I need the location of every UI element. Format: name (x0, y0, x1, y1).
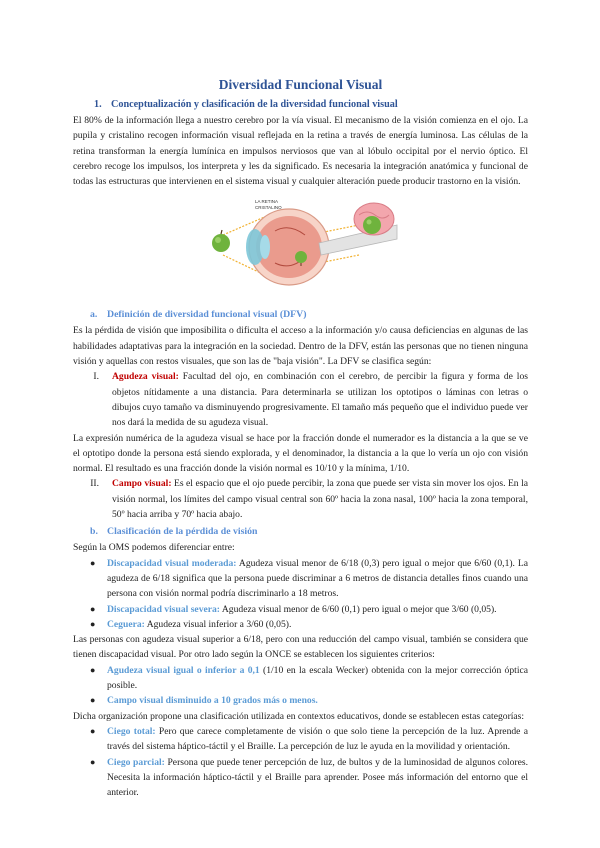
list-item-text: Agudeza visual menor de 6/60 (0,1) pero igual o mejor que 3/60 (0,05). (220, 603, 497, 615)
bullet-icon: ● (90, 695, 96, 706)
list-item (73, 556, 528, 602)
list-item-text: Agudeza visual inferior a 3/60 (0,05). (144, 618, 292, 630)
subsection-a-title: Definición de diversidad funcional visual (DFV) (107, 309, 307, 321)
list-item (73, 755, 528, 801)
agudeza-expression-paragraph: La expresión numérica de la agudeza visual se hace por la fracción donde el numerador es la distancia a la que se ve el optotipo donde la persona está siendo explorada, y el denominador, la distancia a la que lo vería un ojo con visión normal. El resultado es una fracción donde la visión normal es 10/10 y la mínima, 1/10. (73, 432, 528, 475)
bullet-icon: ● (90, 618, 96, 629)
term-agudeza-visual: Agudeza visual: (112, 371, 179, 383)
roman-numeral-2: II. (90, 478, 99, 490)
section-1-number: 1. (94, 99, 102, 110)
term-agudeza-once: Agudeza visual igual o inferior a 0,1 (107, 664, 260, 676)
term-campo-once: Campo visual disminuido a 10 grados más o menos. (107, 695, 318, 707)
oms-intro: Según la OMS podemos diferenciar entre: (73, 542, 235, 554)
bullet-icon: ● (90, 557, 96, 568)
term-campo-visual: Campo visual: (112, 478, 172, 490)
list-item (73, 724, 528, 755)
eye-illustration (209, 195, 399, 297)
term-moderada: Discapacidad visual moderada: (107, 557, 237, 569)
term-ciego-total: Ciego total: (107, 725, 156, 737)
subsection-a-heading (90, 307, 528, 322)
education-paragraph: Dicha organización propone una clasificación utilizada en contextos educativos, donde se establecen estas categorías: (73, 710, 525, 722)
term-ciego-parcial: Ciego parcial: (107, 756, 165, 768)
roman-item-1 (73, 369, 528, 430)
list-item-text: Pero que carece completamente de visión o que solo tiene la percepción de la luz. Aprende a través del sistema háptico-táctil y el Braille. La percepción de luz le ayuda en la movilidad y orientación. (107, 725, 528, 753)
section-1-title: Conceptualización y clasificación de la diversidad funcional visual (111, 99, 398, 110)
list-item (73, 602, 528, 617)
roman-item-2-text: Es el espacio que el ojo puede percibir, la zona que puede ser vista sin mover los ojos. En la visión normal, los límites del campo visual central son 60º hacia la zona nasal, 100º hacia la zona temporal, 50º hacia arriba y 70º hacia abajo. (112, 478, 528, 521)
list-item-text: Persona que puede tener percepción de luz, de bultos y de la luminosidad de algunos colores. Necesita la información háptico-táctil y el Braille para aprender. Posee más información del entorno que el anterior. (107, 756, 528, 799)
list-item-text: (1/10 en la escala Wecker) obtenida con la mejor corrección óptica posible. (107, 664, 528, 692)
subsection-b-heading (90, 524, 528, 539)
page-title: Diversidad Funcional Visual (218, 77, 383, 92)
list-item-text: Agudeza visual menor de 6/18 (0,3) pero igual o mejor que 6/60 (0,1). La agudeza de 6/18 significa que la persona puede discriminar a 6 metros de distancia detalles finos cuando una persona con visión normal podría discriminarlo a 18 metros. (107, 557, 528, 600)
roman-item-2 (73, 476, 528, 522)
bullet-icon: ● (90, 725, 96, 736)
term-ceguera: Ceguera: (107, 618, 145, 630)
figure-label-lens: CRISTALINO (255, 205, 282, 211)
section-1-heading (94, 97, 528, 112)
list-item (73, 617, 528, 632)
list-item (73, 693, 528, 708)
brain-icon (354, 203, 394, 235)
bullet-icon: ● (90, 756, 96, 767)
subsection-b-label: b. (90, 526, 98, 538)
term-severa: Discapacidad visual severa: (107, 603, 220, 615)
document-content (73, 72, 528, 800)
subsection-b-title: Clasificación de la pérdida de visión (107, 526, 258, 538)
figure-label-retina: LA RETINA (255, 199, 279, 205)
eye-figure (73, 195, 528, 297)
section-1-paragraph: El 80% de la información llega a nuestro cerebro por la vía visual. El mecanismo de la visión comienza en el ojo. La pupila y cristalino recogen información visual reflejada en la retina a través de energía luminosa. Las células de la retina transforman la energía lumínica en impulsos nerviosos que van al lóbulo occipital por el nervio óptico. El cerebro recoge los impulsos, los interpreta y les da significado. Es necesaria la integración anatómica y funcional de todas las estructuras que intervienen en el sistema visual y cualquier alteración puede producir trastorno en la visión. (73, 115, 528, 188)
bullet-icon: ● (90, 664, 96, 675)
subsection-a-label: a. (90, 309, 98, 321)
roman-item-1-text: Facultad del ojo, en combinación con el cerebro, de percibir la figura y forma de los objetos nítidamente a una distancia. Para determinarla se utilizan los optotipos o láminas con letras o dibujos cuyo tamaño va disminuyendo progresivamente. El tamaño más pequeño que el individuo puede ver nos dará la medida de su agudeza visual. (112, 371, 529, 429)
roman-numeral-1: I. (93, 371, 99, 383)
bullet-icon: ● (90, 603, 96, 614)
list-item (73, 663, 528, 694)
once-paragraph: Las personas con agudeza visual superior a 6/18, pero con una reducción del campo visual, también se considera que tienen discapacidad visual. Por otro lado según la ONCE se establecen los siguientes criterios: (73, 634, 528, 661)
subsection-a-paragraph: Es la pérdida de visión que imposibilita o dificulta el acceso a la información y/o causa deficiencias en algunas de las habilidades adaptativas para la integración en la sociedad. Dentro de la DFV, están las personas que no tienen ninguna visión y aquellas con restos visuales, que son las de "baja visión". La DFV se clasifica según: (73, 325, 528, 368)
